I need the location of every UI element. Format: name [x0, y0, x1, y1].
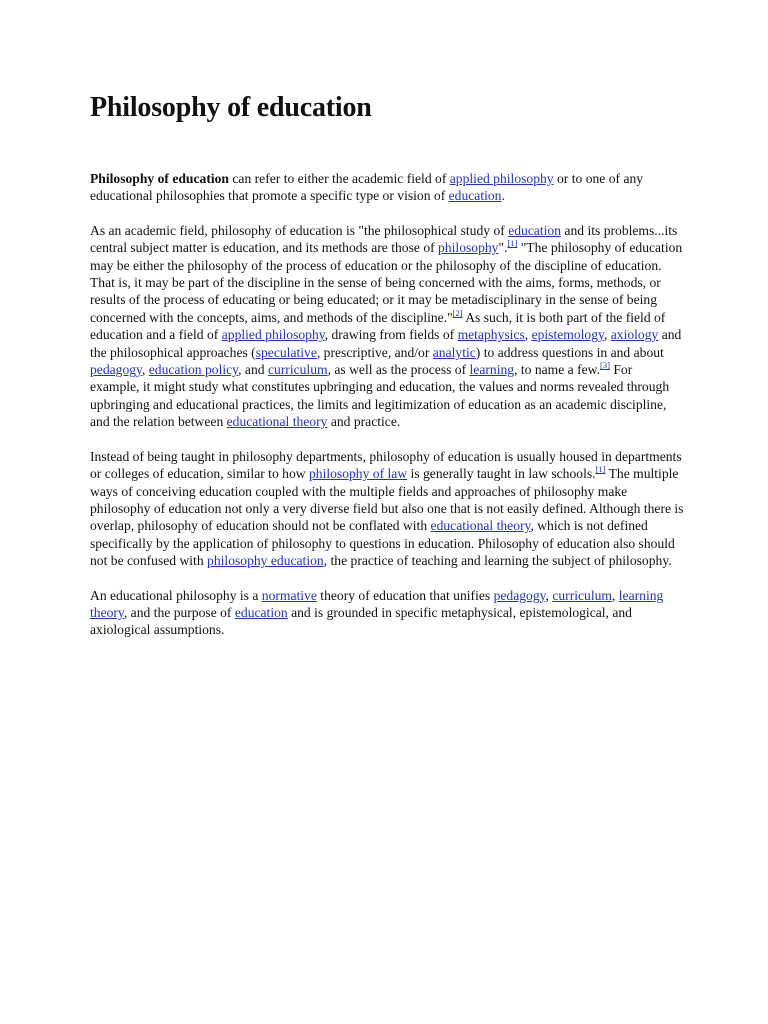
paragraph-text: ) to address questions in and about — [475, 344, 664, 360]
paragraph-text: and the philosophical approaches ( — [90, 327, 682, 360]
citation-superscript — [596, 464, 606, 474]
paragraph-1 — [90, 170, 684, 205]
paragraph-text: theory of education that unifies — [316, 587, 494, 603]
paragraph-text: , — [611, 587, 619, 603]
paragraph-text: can refer to either the academic field of — [228, 171, 450, 186]
citation-superscript — [453, 308, 463, 318]
wiki-link[interactable]: epistemology — [531, 327, 604, 343]
paragraph-text: or to one of any educational philosophies that promote a specific type or vision of — [90, 171, 644, 204]
paragraph-text: , — [524, 327, 532, 343]
paragraph-text: ". — [498, 240, 508, 256]
citation-link[interactable]: [1] — [507, 238, 518, 249]
paragraph-text: and its problems...its central subject matter is education, and its methods are those of — [90, 222, 678, 256]
wiki-link[interactable]: applied philosophy — [449, 171, 554, 186]
citation-superscript — [507, 238, 517, 248]
wiki-link[interactable]: normative — [261, 587, 317, 603]
paragraph-text: As such, it is both part of the field of education and a field of — [90, 309, 666, 343]
paragraph-text: , which is not defined specifically by the application of philosophy to questions in education. Philosophy of education also should not be confused with — [90, 518, 675, 569]
paragraph-text: , and the purpose of — [123, 604, 235, 620]
paragraph-text: , — [545, 587, 553, 603]
wiki-link[interactable]: speculative — [255, 344, 317, 360]
wiki-link[interactable]: pedagogy — [90, 362, 142, 378]
paragraph-4 — [90, 587, 684, 639]
paragraph-text: For example, it might study what constitutes upbringing and education, the values and norms revealed through upbringing and educational practices, the limits and legitimization of education as an academic discipline, and the relation between — [90, 362, 670, 430]
citation-link[interactable]: [2] — [452, 307, 463, 318]
paragraph-text: , and — [238, 362, 268, 378]
paragraph-text: As an academic field, philosophy of education is "the philosophical study of — [90, 222, 509, 238]
article-body — [90, 170, 684, 639]
paragraph-text: and is grounded in specific metaphysical, epistemological, and axiological assumptions. — [90, 604, 632, 638]
citation-superscript — [600, 360, 610, 370]
citation-link[interactable]: [3] — [600, 360, 610, 371]
wiki-link[interactable]: metaphysics — [457, 327, 525, 343]
paragraph-text: , the practice of teaching and learning the subject of philosophy. — [323, 553, 672, 569]
wiki-link[interactable]: education — [508, 222, 562, 238]
wiki-link[interactable]: learning theory — [90, 587, 664, 620]
wiki-link[interactable]: philosophy education — [207, 553, 324, 569]
paragraph-text: is generally taught in law schools. — [407, 466, 596, 482]
wiki-link[interactable]: learning — [469, 362, 515, 378]
wiki-link[interactable]: applied philosophy — [221, 327, 325, 343]
paragraph-2 — [90, 222, 684, 431]
wiki-link[interactable]: education — [448, 188, 502, 204]
paragraph-text: , — [603, 327, 611, 343]
paragraph-text: and practice. — [327, 414, 401, 430]
paragraph-text: , — [141, 362, 149, 378]
wiki-link[interactable]: educational theory — [226, 414, 328, 430]
paragraph-text: , to name a few. — [514, 362, 601, 378]
wiki-link[interactable]: analytic — [432, 344, 476, 360]
wiki-link[interactable]: philosophy of law — [308, 466, 408, 482]
paragraph-text: "The philosophy of education may be either the philosophy of the process of education or the philosophy of the discipline of education. That is, it may be part of the discipline in the sense of being concerned with the aims, forms, methods, or results of the process of educating or being educated; or it may be metadisciplinary in the sense of being concerned with the concepts, aims, and methods of the discipline." — [90, 240, 683, 325]
wiki-link[interactable]: education — [234, 604, 288, 620]
paragraph-3 — [90, 448, 684, 570]
paragraph-text: , as well as the process of — [327, 362, 470, 378]
wiki-link[interactable]: curriculum — [552, 587, 612, 603]
paragraph-text: . — [501, 188, 505, 204]
wiki-link[interactable]: axiology — [610, 327, 659, 343]
wiki-link[interactable]: educational theory — [430, 518, 531, 534]
paragraph-text: , prescriptive, and/or — [316, 344, 433, 360]
paragraph-text: The multiple ways of conceiving education coupled with the multiple fields and approaches of philosophy make philosophy of education not only a very diverse field but also one that is not easily defined. Although there is overlap, philosophy of education should not be conflated with — [90, 466, 684, 534]
wiki-link[interactable]: philosophy — [438, 240, 499, 256]
citation-link[interactable]: [1] — [595, 464, 606, 475]
article — [90, 88, 684, 639]
paragraph-text: , drawing from fields of — [324, 327, 458, 343]
wiki-link[interactable]: curriculum — [267, 362, 328, 378]
page-title: Philosophy of education — [90, 92, 372, 123]
wiki-link[interactable]: pedagogy — [493, 587, 546, 603]
paragraph-text: An educational philosophy is a — [90, 587, 262, 603]
bold-term: Philosophy of education — [90, 171, 229, 186]
paragraph-text: Instead of being taught in philosophy departments, philosophy of education is usually housed in departments or colleges of education, similar to how — [90, 448, 682, 482]
wiki-link[interactable]: education policy — [148, 362, 239, 378]
